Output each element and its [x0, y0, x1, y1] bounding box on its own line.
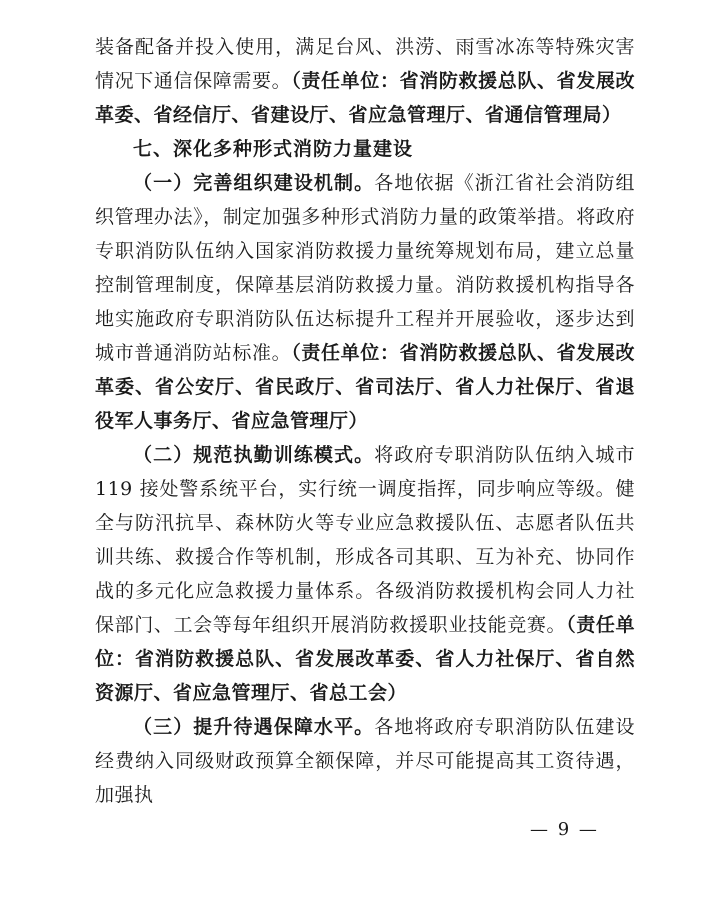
- paragraph-body: 各地将政府专职消防队伍建设经费纳入同级财政预算全额保障，并尽可能提高其工资待遇，加强执: [95, 716, 635, 806]
- page-number: — 9 —: [530, 819, 599, 840]
- paragraph-title: （三）提升待遇保障水平。: [133, 716, 375, 738]
- responsibility-units: （责任单位：省消防救援总队、省发展改革委、省经信厅、省建设厅、省应急管理厅、省通信管理局）: [95, 70, 635, 126]
- paragraph-body: 将政府专职消防队伍纳入城市 119 接处警系统平台，实行统一调度指挥，同步响应等级。健全与防汛抗旱、森林防火等专业应急救援队伍、志愿者队伍共训共练、救援合作等机制，形成各司其职、互为补充、协同作战的多元化应急救援力量体系。各级消防救援机构会同人力社保部门、工会等每年组织开展消防救援职业技能竞赛。: [95, 444, 635, 636]
- paragraph-body: 各地依据《浙江省社会消防组织管理办法》，制定加强多种形式消防力量的政策举措。将政府专职消防队伍纳入国家消防救援力量统筹规划布局，建立总量控制管理制度，保障基层消防救援力量。消防救援机构指导各地实施政府专职消防队伍达标提升工程并开展验收，逐步达到城市普通消防站标准。: [95, 172, 635, 364]
- responsibility-units: （责任单位：省消防救援总队、省发展改革委、省公安厅、省民政厅、省司法厅、省人力社保厅、省退役军人事务厅、省应急管理厅）: [95, 342, 635, 432]
- paragraph-benefits: [95, 710, 635, 812]
- document-page: [95, 30, 635, 812]
- paragraph-title: （一）完善组织建设机制。: [133, 172, 375, 194]
- paragraph-text: 装备配备并投入使用，满足台风、洪涝、雨雪冰冻等特殊灾害情况下通信保障需要。: [95, 36, 635, 92]
- paragraph-continued: [95, 30, 635, 132]
- section-heading: 七、深化多种形式消防力量建设: [133, 138, 414, 160]
- paragraph-title: （二）规范执勤训练模式。: [133, 444, 375, 466]
- paragraph-organization: [95, 166, 635, 438]
- paragraph-training: [95, 438, 635, 710]
- responsibility-units: （责任单位：省消防救援总队、省发展改革委、省人力社保厅、省自然资源厅、省应急管理厅、省总工会）: [95, 614, 635, 704]
